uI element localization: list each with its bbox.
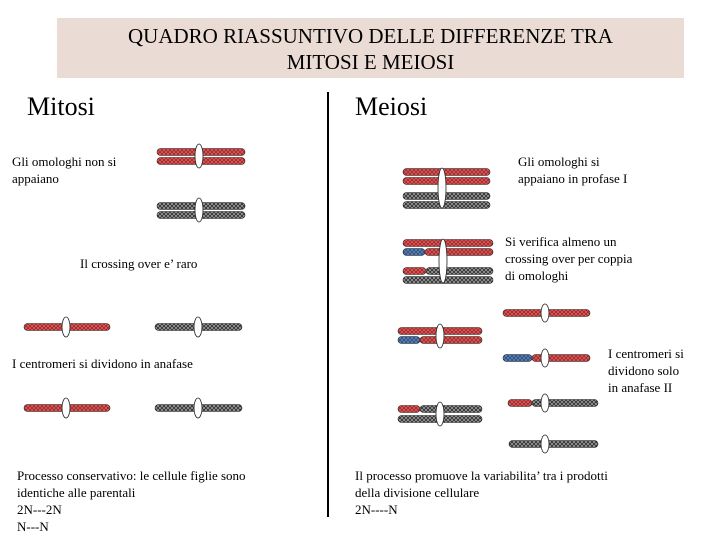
meiosi-crossing-line-3: di omologhi <box>505 268 569 283</box>
meiosi-tetrad-chromatid <box>403 202 490 209</box>
title-line-1: QUADRO RIASSUNTIVO DELLE DIFFERENZE TRA <box>128 24 613 48</box>
meiosi-anaphase2-centromere <box>541 304 549 322</box>
meiosi-process-line-1: Il processo promuove la variabilita’ tra i prodotti <box>355 468 608 483</box>
mitosi-process-line-3: 2N---2N <box>17 502 62 517</box>
meiosi-centromeres-line-1: I centromeri si <box>608 346 684 361</box>
meiosi-crossing-line-1: Si verifica almeno un <box>505 234 617 249</box>
meiosi-process-line-2: della divisione cellulare <box>355 485 480 500</box>
mitosi-process-line-4: N---N <box>17 519 49 534</box>
mitosi-crossing-text: Il crossing over e’ raro <box>80 256 198 271</box>
meiosi-crossover-centromere <box>439 239 447 283</box>
meiosi-crossover-chromatid <box>403 268 493 275</box>
mitosi-homologs-line-2: appaiano <box>12 171 59 186</box>
meiosi-anaphase2-centromere <box>541 394 549 412</box>
meiosi-tetrad-chromatid <box>403 193 490 200</box>
meiosi-anaphase1-centromere <box>436 402 444 426</box>
meiosi-heading: Meiosi <box>355 92 428 121</box>
mitosi-homologs-line-1: Gli omologhi non si <box>12 154 117 169</box>
meiosi-crossover-chromatid <box>403 277 493 284</box>
meiosi-anaphase2-centromere <box>541 349 549 367</box>
meiosi-anaphase2-chromatid <box>509 441 598 448</box>
title-line-2: MITOSI E MEIOSI <box>286 50 455 74</box>
mitosi-process-line-2: identiche alle parentali <box>17 485 136 500</box>
meiosi-process-line-3: 2N----N <box>355 502 398 517</box>
meiosi-anaphase1-centromere <box>436 324 444 348</box>
mitosi-red-centromere <box>62 398 70 418</box>
meiosi-crossing-line-2: crossing over per coppia <box>505 251 633 266</box>
mitosi-red-centromere <box>195 144 203 168</box>
meiosi-tetrad-centromere <box>438 168 446 208</box>
mitosi-black-centromere <box>194 317 202 337</box>
mitosi-process-line-1: Processo conservativo: le cellule figlie sono <box>17 468 246 483</box>
mitosi-centromeres-text: I centromeri si dividono in anafase <box>12 356 193 371</box>
mitosi-black-centromere <box>195 198 203 222</box>
meiosi-centromeres-line-3: in anafase II <box>608 380 673 395</box>
meiosi-centromeres-line-2: dividono solo <box>608 363 680 378</box>
mitosi-black-centromere <box>194 398 202 418</box>
mitosi-heading: Mitosi <box>27 92 95 121</box>
meiosi-tetrad-chromatid <box>403 178 490 185</box>
meiosi-homologs-line-1: Gli omologhi si <box>518 154 600 169</box>
meiosi-tetrad-chromatid <box>403 169 490 176</box>
meiosi-crossover-chromatid <box>403 240 493 247</box>
meiosi-homologs-line-2: appaiano in profase I <box>518 171 628 186</box>
mitosi-red-centromere <box>62 317 70 337</box>
meiosi-anaphase2-centromere <box>541 435 549 453</box>
meiosi-anaphase2-chromatid <box>508 400 598 407</box>
meiosi-crossover-chromatid <box>403 249 493 256</box>
